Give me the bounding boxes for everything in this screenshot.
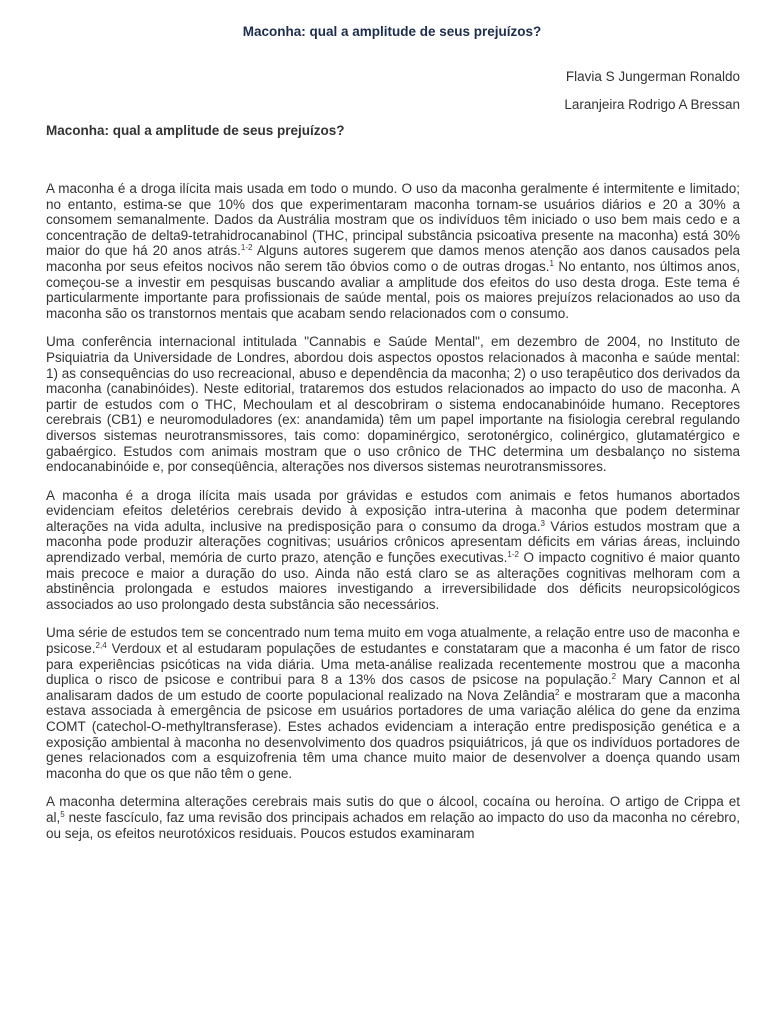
text: No entanto, nos últimos anos, começou-se a investir em pesquisas buscando avaliar a amplitude dos efeitos do uso desta droga. Este tema é particularmente importante para profissionais de saúde mental, pois os maiores prejuízos relacionados ao uso da maconha são os transtornos mentais que acabam sendo relacionados com o consumo.: [46, 258, 741, 321]
citation: 2: [611, 672, 617, 682]
article-body: [46, 181, 740, 854]
authors-line-1: Flavia S Jungerman Ronaldo: [565, 69, 740, 84]
text: O impacto cognitivo é maior quanto mais precoce e maior a duração do uso. Ainda não está claro se as alterações cognitivas melhoram com a abstinência prolongada e estudos maiores investigando a irreversibilidade dos déficits neuropsicológicos associados ao uso prolongado desta substância são necessários.: [46, 550, 740, 612]
text: Mary Cannon et al analisaram dados de um estudo de coorte populacional realizado na Nova Zelândia: [46, 672, 741, 703]
text: Uma conferência internacional intitulada "Cannabis e Saúde Mental", em dezembro de 2004, no Instituto de Psiquiatria da Universidade de Londres, abordou dois aspectos opostos relacionados à maconha e saúde mental: 1) as consequências do uso recreacional, abuso e dependência da maconha; 2) o uso terapêutico dos derivados da maconha (canabinóides). Neste editorial, trataremos dos estudos relacionados ao impacto do uso de maconha. A partir de estudos com o THC, Mechoulam et al descobriram o sistema endocanabinóide humano. Receptores cerebrais (CB1) e neuromoduladores (ex: anandamida) têm um papel importante na fisiologia cerebral regulando diversos sistemas neurotransmissores, tais como: dopaminérgico, serotonérgico, colinérgico, glutamatérgico e gabaérgico. Estudos com animais mostram que o uso crônico de THC determina um desbalanço no sistema endocanabinóide e, por conseqüência, alterações nos diversos sistemas neurotransmissores.: [46, 334, 740, 475]
text: neste fascículo, faz uma revisão dos principais achados em relação ao impacto do uso da maconha no cérebro, ou seja, os efeitos neurotóxicos residuais. Poucos estudos examinaram: [46, 809, 740, 841]
citation: 1-2: [507, 550, 519, 560]
text: A maconha é a droga ilícita mais usada em todo o mundo. O uso da maconha geralmente é intermitente e limitado; no entanto, estima-se que 10% dos que experimentaram maconha tornam-se usuários diários e 20 a 30% a consomem semanalmente. Dados da Austrália mostram que os indivíduos têm iniciado o uso bem mais cedo e a concentração de delta9-tetrahidrocanabinol (THC, principal substância psicoativa presente na maconha) está 30% maior do que há 20 anos atrás.: [46, 181, 740, 259]
citation: 2: [555, 687, 560, 697]
text: Alguns autores sugerem que damos menos atenção aos danos causados pela maconha por seus efeitos nocivos não serem tão óbvios como o de outras drogas.: [46, 243, 740, 274]
paragraph-1: [46, 181, 740, 321]
citation: 3: [540, 518, 545, 528]
citation: 5: [60, 809, 65, 819]
article-subtitle: Maconha: qual a amplitude de seus prejuízos?: [46, 123, 345, 138]
text: e mostraram que a maconha estava associada à emergência de psicose em usuários portadores de uma variação alélica do gene da enzima COMT (catechol-O-methyltransferase). Estes achados evidenciam a interação entre predisposição genética e a exposição ambiental à maconha no desenvolvimento dos quadros psiquiátricos, já que os indivíduos portadores de genes relacionados com a esquizofrenia têm uma chance muito maior de desenvolver a doença quando usam maconha do que os que não têm o gene.: [46, 687, 741, 781]
page-title: Maconha: qual a amplitude de seus prejuízos?: [242, 24, 542, 39]
paragraph-5: [46, 794, 740, 841]
paragraph-3: [46, 488, 740, 613]
citation: 1: [549, 258, 554, 268]
authors-line-2: Laranjeira Rodrigo A Bressan: [564, 97, 740, 112]
citation: 1-2: [240, 243, 253, 253]
text: A maconha determina alterações cerebrais mais sutis do que o álcool, cocaína ou heroína. O artigo de Crippa et al,: [46, 794, 740, 825]
text: Uma série de estudos tem se concentrado num tema muito em voga atualmente, a relação entre uso de maconha e psicose.: [46, 625, 740, 657]
paragraph-4: [46, 625, 740, 781]
text: Vários estudos mostram que a maconha pode produzir alterações cognitivas; usuários crônicos apresentam déficits em várias áreas, incluindo aprendizado verbal, memória de curto prazo, atenção e funções executivas.: [46, 518, 740, 566]
text: Verdoux et al estudaram populações de estudantes e constataram que a maconha é um fator de risco para experiências psicóticas na vida diária. Uma meta-análise realizada recentemente mostrou que a maconha duplica o risco de psicose e contribui para 8 a 13% dos casos de psicose na população.: [46, 641, 740, 688]
text: A maconha é a droga ilícita mais usada por grávidas e estudos com animais e fetos humanos abortados evidenciam efeitos deletérios cerebrais devido à exposição intra-uterina à maconha que podem determinar alterações na vida adulta, inclusive na predisposição para o consumo da droga.: [46, 487, 740, 534]
paragraph-2: [46, 334, 740, 474]
citation: 2,4: [95, 641, 107, 651]
